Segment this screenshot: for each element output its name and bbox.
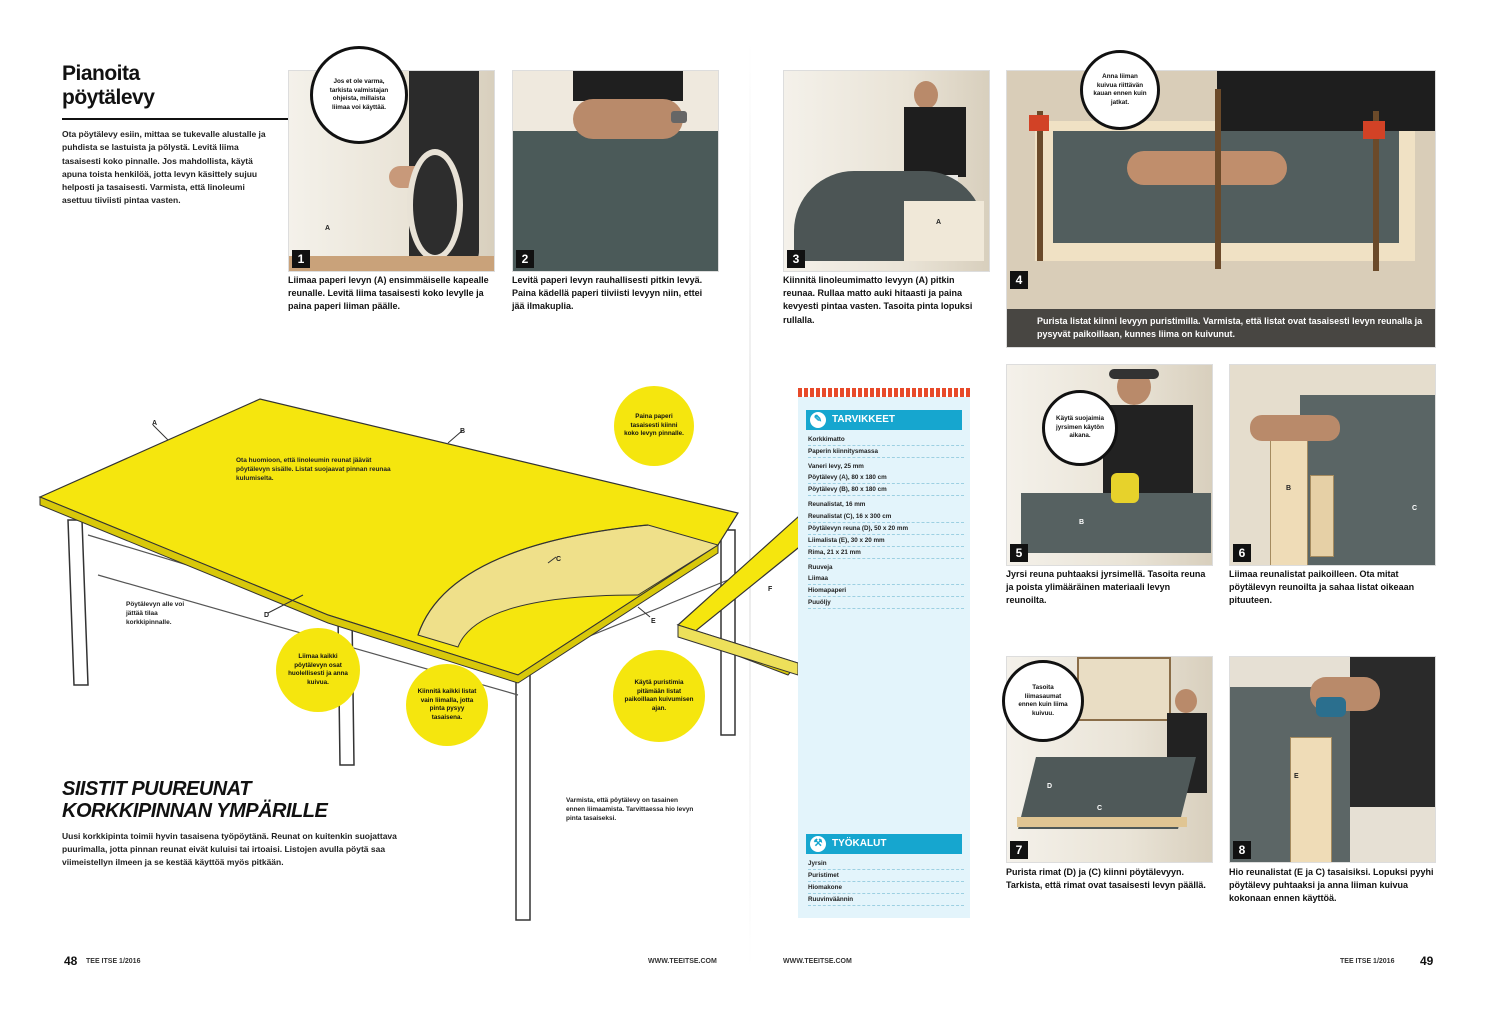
material-item: Reunalistat (C), 16 x 300 cm	[808, 511, 964, 523]
step3-part-label: A	[936, 219, 942, 226]
tools-list	[808, 858, 964, 906]
step4-clamp	[1037, 111, 1043, 261]
materials-box	[798, 388, 970, 918]
step8-number: 8	[1233, 841, 1251, 859]
page-number-right: 49	[1420, 954, 1434, 968]
step3-person	[904, 107, 966, 177]
step3-photo	[783, 70, 990, 272]
step4-tip-text: Anna liiman kuivua riittävän kauan ennen kuin jatkat.	[1093, 73, 1147, 106]
material-item: Puuöljy	[808, 597, 964, 609]
step4-clamp-handle	[1363, 121, 1385, 139]
section-body: Uusi korkkipinta toimii hyvin tasaisena työpöytänä. Reunat on kuitenkin suojattava puurimalla, jotta pinnan reunat eivät kuluisi tai irtoaisi. Listojen avulla pöytä saa viimeistellyn ilmeen ja se kestää käyttöä myös pitkään.	[62, 831, 397, 868]
step5-caption: Jyrsi reuna puhtaaksi jyrsimellä. Tasoita reuna ja poista ylimääräinen materiaali levyn reunoilta.	[1006, 569, 1206, 606]
title-rule	[62, 118, 290, 120]
diagram-label-d: D	[264, 612, 270, 619]
material-item: Pöytälevy (A), 80 x 180 cm	[808, 472, 964, 484]
material-item: Liimaa	[808, 573, 964, 585]
step3-board	[904, 201, 984, 261]
footer-left: TEE ITSE 1/2016	[86, 958, 141, 965]
page-title	[62, 62, 292, 110]
tools-heading	[806, 834, 962, 854]
footer-url-left: WWW.TEEITSE.COM	[648, 958, 717, 965]
diagram-side-text: Pöytälevyn alle voi jättää tilaa korkkipinnalle.	[126, 601, 185, 626]
step3-head	[914, 81, 938, 109]
step5-router	[1111, 473, 1139, 503]
section-title-line2: KORKKIPINNAN YMPÄRILLE	[62, 800, 328, 822]
step1-bench	[289, 256, 494, 271]
material-item: Hiomapaperi	[808, 585, 964, 597]
material-item: Paperin kiinnitysmassa	[808, 446, 964, 458]
step1-tip-text: Jos et ole varma, tarkista valmistajan ohjeista, millaista liimaa voi käyttää.	[329, 78, 389, 111]
diagram-label-e: E	[651, 618, 656, 625]
step5-part-label: B	[1079, 519, 1085, 526]
step4-linoleum	[1053, 131, 1399, 243]
material-group: Reunalistat, 16 mm	[808, 501, 866, 509]
step7-part-label-a: D	[1047, 783, 1053, 790]
step8-strip	[1290, 737, 1332, 863]
footer-right: TEE ITSE 1/2016	[1340, 958, 1395, 965]
step6-part-label-a: B	[1286, 485, 1292, 492]
diagram-callout-mid-text: Kiinnitä kaikki listat vain liimalla, jotta pinta pysyy tasaisena.	[417, 688, 477, 721]
step2-number: 2	[516, 250, 534, 268]
materials-icon: ✎	[810, 412, 826, 428]
page-title-line1: Pianoita	[62, 62, 140, 85]
step7-tip-bubble	[1002, 660, 1084, 742]
step2-watch	[671, 111, 687, 123]
diagram-callout-top-text: Paina paperi tasaisesti kiinni koko levyn pinnalle.	[624, 413, 684, 438]
step6-number: 6	[1233, 544, 1251, 562]
step8-caption: Hio reunalistat (E ja C) tasaisiksi. Lopuksi pyyhi pöytälevy puhtaaksi ja anna liiman kuivua kokonaan ennen käyttöä.	[1229, 867, 1434, 904]
step7-window	[1077, 657, 1171, 721]
material-item: Pöytälevyn reuna (D), 50 x 20 mm	[808, 523, 964, 535]
material-group: Vaneri levy, 25 mm	[808, 463, 864, 471]
materials-top-edge	[798, 388, 970, 397]
page-number-left: 48	[64, 954, 78, 968]
step4-photo	[1006, 70, 1436, 348]
diagram-callout-right-text: Käytä puristimia pitämään listat paikoillaan kuivumisen ajan.	[624, 679, 694, 712]
material-item: Ruuveja	[808, 563, 833, 571]
diagram-label-f: F	[768, 586, 773, 593]
step4-number: 4	[1010, 271, 1028, 289]
step6-strip	[1310, 475, 1334, 557]
step4-tip-bubble	[1080, 50, 1160, 130]
step5-ear-protection	[1109, 369, 1159, 379]
step2-person	[573, 71, 683, 101]
diagram-label-c: C	[556, 556, 562, 563]
step5-tip-text: Käytä suojaimia jyrsimen käytön aikana.	[1056, 415, 1104, 440]
diagram-label-b: B	[460, 428, 466, 435]
section-title-line1: SIISTIT PUUREUNAT	[62, 778, 251, 800]
tool-item: Ruuvinväännin	[808, 894, 964, 906]
step5-number: 5	[1010, 544, 1028, 562]
step2-hands	[573, 99, 683, 139]
diagram-callout-mid	[406, 664, 488, 746]
step1-caption: Liimaa paperi levyn (A) ensimmäiselle kapealle reunalle. Levitä liima tasaisesti koko levylle ja paina paperi liiman päälle.	[288, 275, 489, 312]
diagram-label-a: A	[152, 420, 158, 427]
diagram-callout-left-text: Liimaa kaikki pöytälevyn osat huolellisesti ja anna kuivua.	[288, 653, 348, 686]
tools-heading-text: TYÖKALUT	[832, 838, 887, 849]
page-title-line2: pöytälevy	[62, 86, 155, 109]
step8-sander	[1316, 697, 1346, 717]
step3-caption: Kiinnitä linoleumimatto levyyn (A) pitkin reunaa. Rullaa matto auki hitaasti ja paina kevyesti pintaa vasten. Tasoita pinta lopuksi rullalla.	[783, 275, 973, 325]
diagram-callout-top	[614, 386, 694, 466]
footer-url-right: WWW.TEEITSE.COM	[783, 958, 852, 965]
step7-tip-text: Tasoita liimasaumat ennen kuin liima kuivuu.	[1018, 684, 1068, 717]
tools-icon: ⚒	[810, 836, 826, 852]
diagram-note-text: Varmista, että pöytälevy on tasainen ennen liimaamista. Tarvittaessa hio levyn pinta tasaiseksi.	[566, 797, 694, 822]
material-item: Pöytälevy (B), 80 x 180 cm	[808, 484, 964, 496]
step5-photo	[1006, 364, 1213, 566]
step1-tip-bubble	[310, 46, 408, 144]
step1-part-label: A	[325, 225, 331, 232]
material-item: Korkkimatto	[808, 434, 964, 446]
step7-part-label-b: C	[1097, 805, 1103, 812]
step8-part-label: E	[1294, 773, 1299, 780]
edge-strip	[678, 625, 798, 675]
step6-hands	[1250, 415, 1340, 441]
material-item: Liimalista (E), 30 x 20 mm	[808, 535, 964, 547]
tool-item: Jyrsin	[808, 858, 964, 870]
materials-list	[808, 434, 964, 609]
step2-caption: Levitä paperi levyn rauhallisesti pitkin levyä. Paina kädellä paperi tiiviisti levyyn niin, ettei jää ilmakuplia.	[512, 275, 703, 312]
step2-linoleum	[513, 131, 718, 271]
step6-part-label-b: C	[1412, 505, 1418, 512]
step6-strip	[1270, 435, 1308, 566]
materials-heading	[806, 410, 962, 430]
step3-number: 3	[787, 250, 805, 268]
step4-person	[1217, 71, 1435, 131]
intro-text: Ota pöytälevy esiin, mittaa se tukevalle alustalle ja puhdista se lastuista ja pölystä. Levitä liima tasaisesti koko pinnalle. Jos mahdollista, käytä apuna toista henkilöä, jotta levyn käsittely sujuu helposti ja tasaisesti. Varmista, että linoleumi asettuu tiiviisti pintaa vasten.	[62, 129, 266, 206]
diagram-top-text: Ota huomioon, että linoleumin reunat jäävät pöytälevyn sisälle. Listat suojaavat pinnan reunaa kulumiselta.	[236, 457, 391, 482]
step1-number: 1	[292, 250, 310, 268]
step4-clamp	[1215, 89, 1221, 269]
materials-heading-text: TARVIKKEET	[832, 414, 895, 425]
step4-clamp-handle	[1029, 115, 1049, 131]
step4-caption: Purista listat kiinni levyyn puristimilla. Varmista, että listat ovat tasaisesti levyn reunalla ja pysyvät paikoillaan, kunnes liima on kuivunut.	[1007, 309, 1435, 347]
diagram-callout-left	[276, 628, 360, 712]
step6-photo	[1229, 364, 1436, 566]
step7-head	[1175, 689, 1197, 713]
step4-arms	[1127, 151, 1287, 185]
step6-caption: Liimaa reunalistat paikoilleen. Ota mitat pöytälevyn reunoilta ja sahaa listat oikeaan pituuteen.	[1229, 569, 1415, 606]
step7-strip	[1017, 817, 1187, 827]
section-title	[62, 778, 422, 822]
step1-paper-roll	[407, 149, 463, 261]
step5-tip-bubble	[1042, 390, 1118, 466]
material-item: Rima, 21 x 21 mm	[808, 547, 964, 559]
step7-number: 7	[1010, 841, 1028, 859]
diagram-callout-right	[613, 650, 705, 742]
step7-caption: Purista rimat (D) ja (C) kiinni pöytälevyyn. Tarkista, että rimat ovat tasaisesti levyn päällä.	[1006, 867, 1206, 891]
tool-item: Hiomakone	[808, 882, 964, 894]
step2-photo	[512, 70, 719, 272]
tool-item: Puristimet	[808, 870, 964, 882]
step8-photo	[1229, 656, 1436, 863]
